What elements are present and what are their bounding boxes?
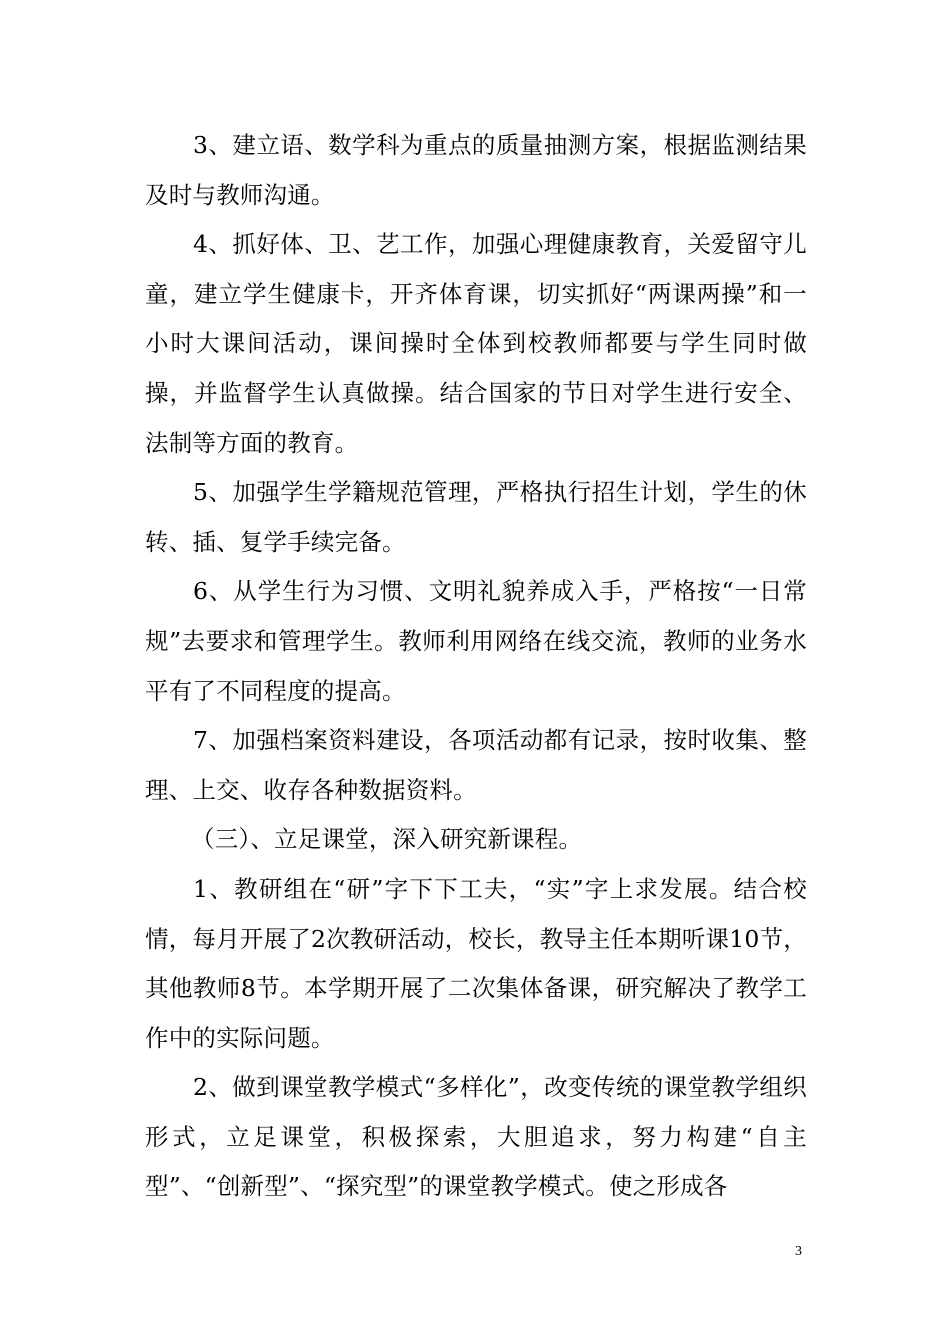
paragraph-item-2: 2、做到课堂教学模式“多样化”，改变传统的课堂教学组织形式，立足课堂，积极探索，大胆追求，努力构建“自主型”、“创新型”、“探究型”的课堂教学模式。使之形成各 <box>145 1073 807 1201</box>
paragraph-item-1: 1、教研组在“研”字下下工夫，“实”字上求发展。结合校情，每月开展了2次教研活动，校长，教导主任本期听课10节，其他教师8节。本学期开展了二次集体备课，研究解决了教学工作中的实际问题。 <box>145 874 807 1052</box>
paragraph-item-4: 4、抓好体、卫、艺工作，加强心理健康教育，关爱留守儿童，建立学生健康卡，开齐体育课，切实抓好“两课两操”和一小时大课间活动，课间操时全体到校教师都要与学生同时做操，并监督学生认真做操。结合国家的节日对学生进行安全、法制等方面的教育。 <box>145 230 807 457</box>
document-body <box>145 121 807 1212</box>
paragraph-item-7: 7、加强档案资料建设，各项活动都有记录，按时收集、整理、上交、收存各种数据资料。 <box>145 726 807 804</box>
page-number: 3 <box>795 1244 802 1259</box>
section-heading-3: （三）、立足课堂，深入研究新课程。 <box>191 825 583 854</box>
paragraph-item-5: 5、加强学生学籍规范管理，严格执行招生计划，学生的休转、插、复学手续完备。 <box>145 478 807 556</box>
paragraph-item-3: 3、建立语、数学科为重点的质量抽测方案，根据监测结果及时与教师沟通。 <box>145 131 807 209</box>
paragraph-item-6: 6、从学生行为习惯、文明礼貌养成入手，严格按“一日常规”去要求和管理学生。教师利用网络在线交流，教师的业务水平有了不同程度的提高。 <box>145 577 807 705</box>
